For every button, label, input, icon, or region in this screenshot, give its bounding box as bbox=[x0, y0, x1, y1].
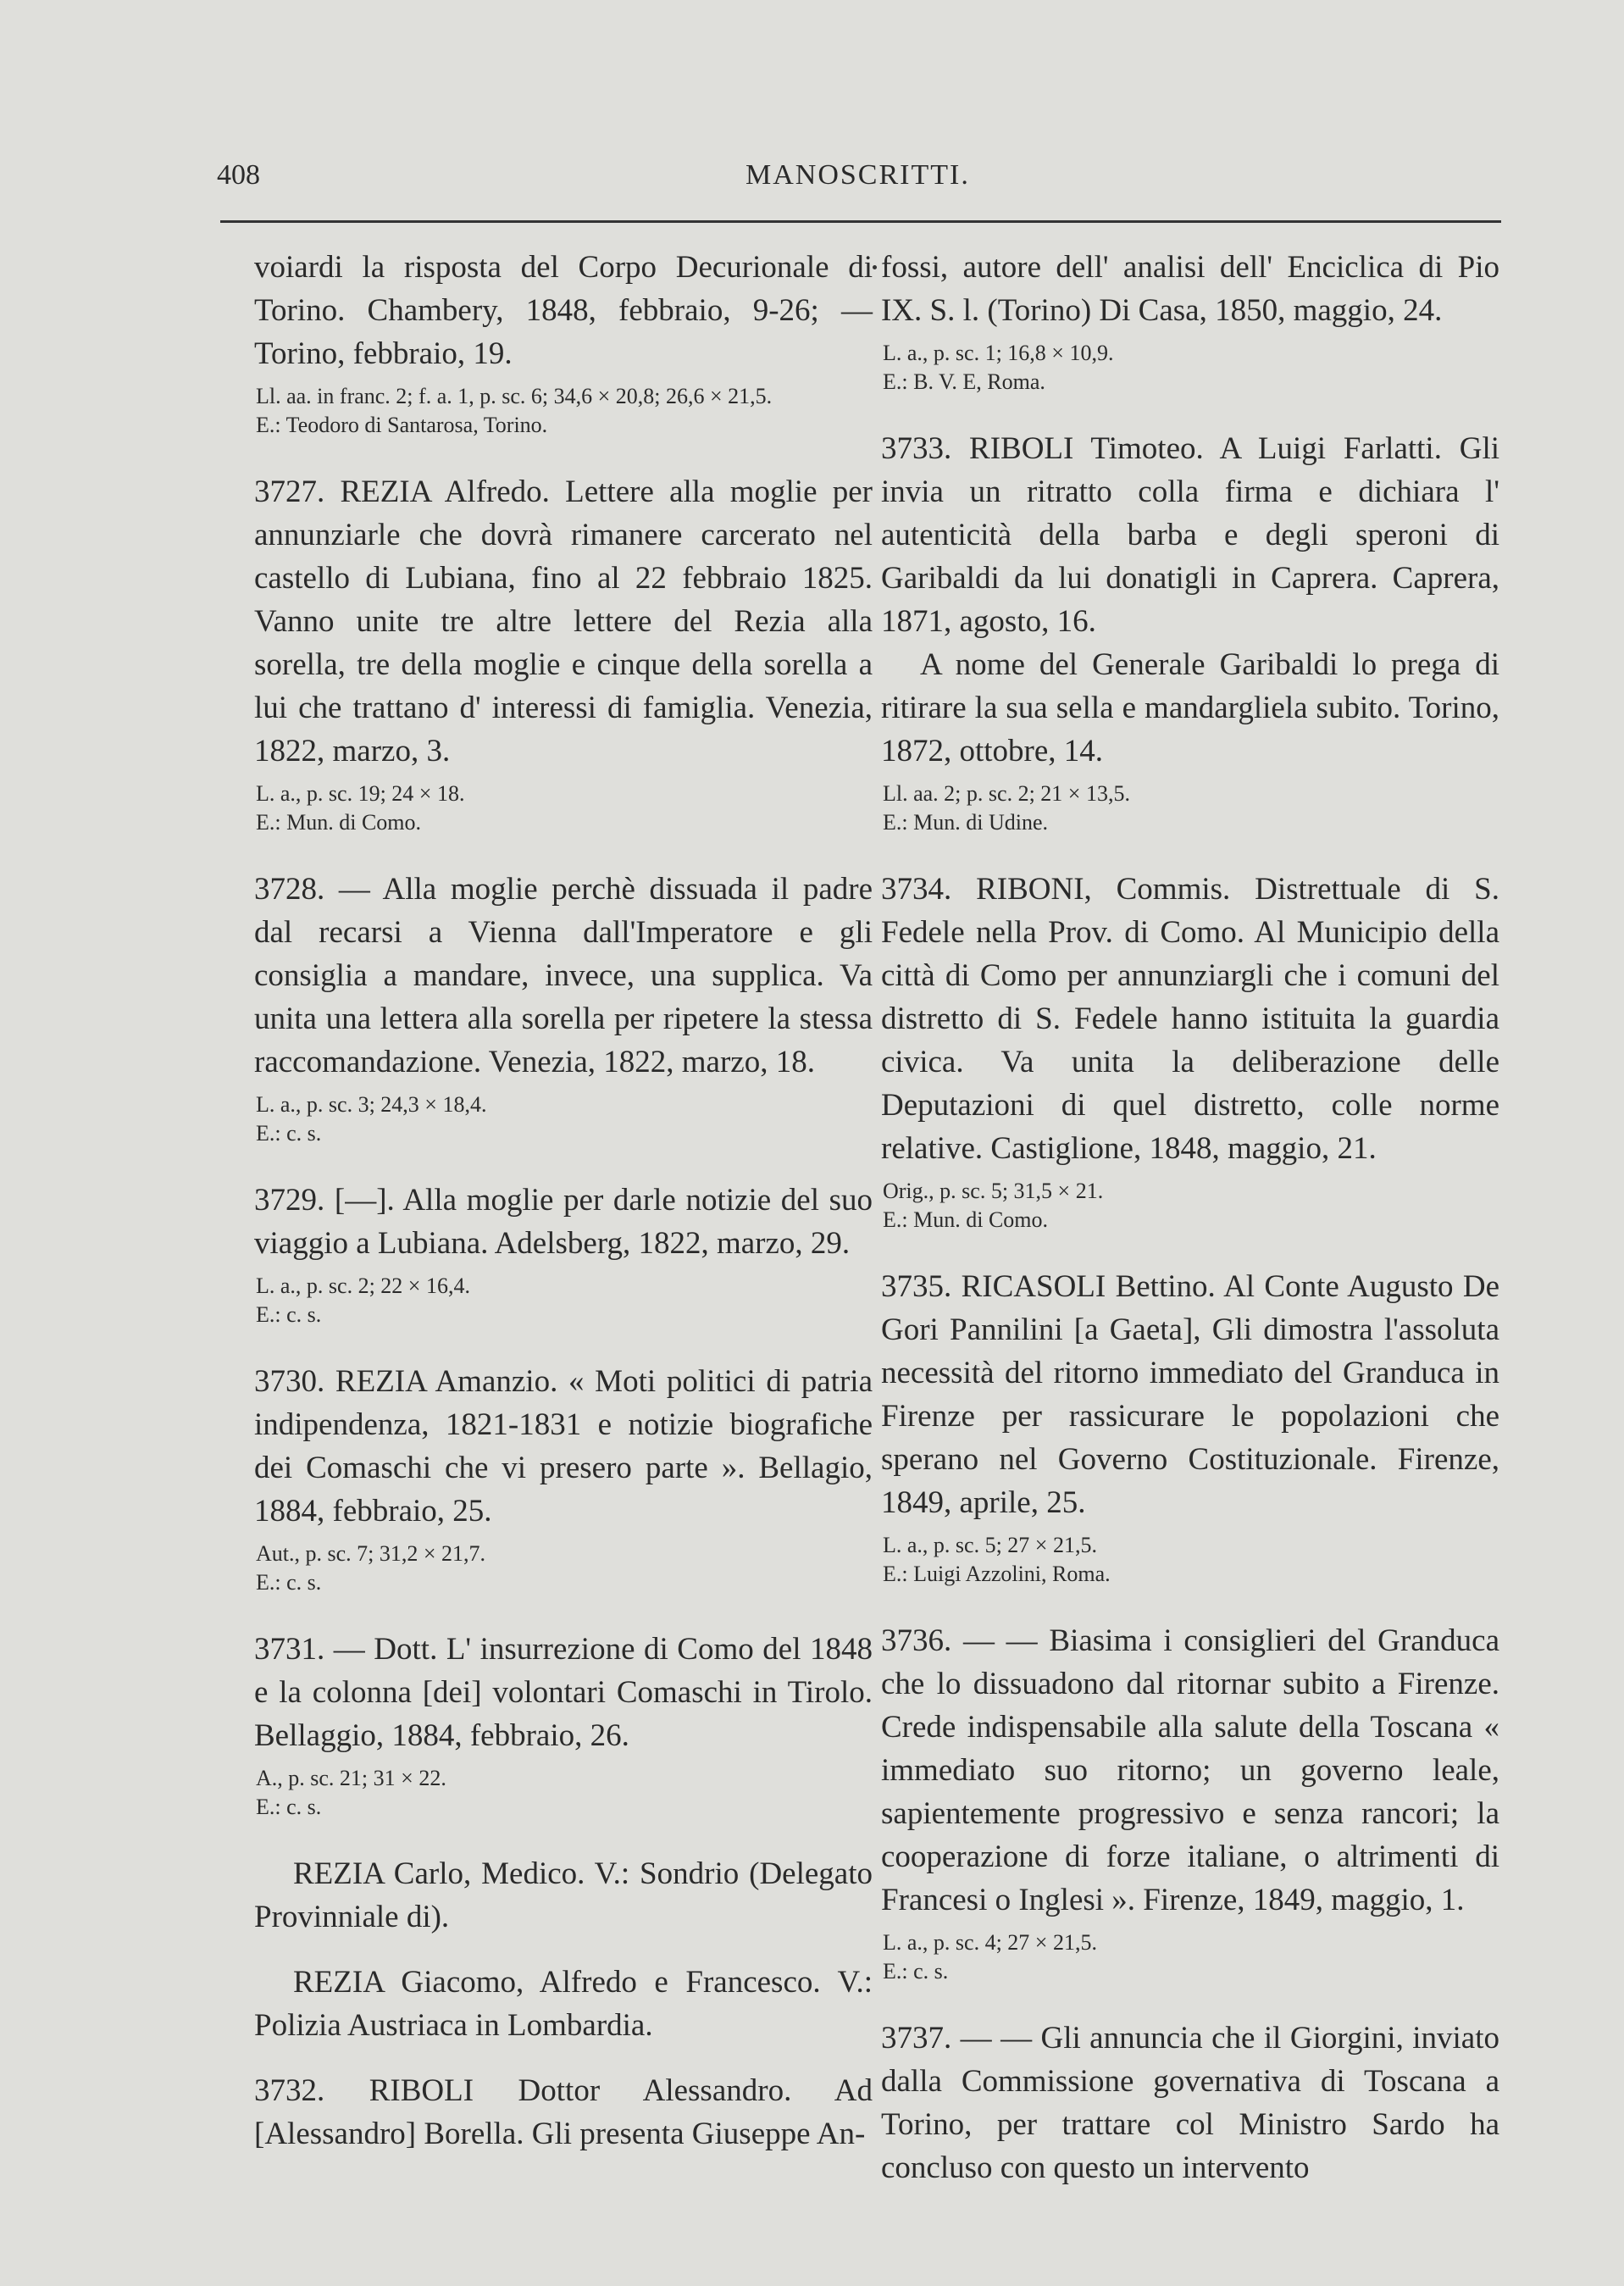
entry-text: 3735. RICASOLI Bettino. Al Conte Augusto De Gori Pannilini [a Gaeta], Gli dimostra l'assoluta necessità del ritorno immediato del Granduca in Firenze per rassicurare le popolazioni che sperano nel Governo Costituzionale. Firenze, 1849, aprile, 25. bbox=[881, 1269, 1499, 1520]
entry-owner: E.: Mun. di Como. bbox=[256, 810, 422, 835]
entry-text: 3734. RIBONI, Commis. Distrettuale di S. Fedele nella Prov. di Como. Al Municipio della città di Como per annunziargli che i comuni del distretto di S. Fedele hanno istituita la guardia civica. Va unita la deliberazione delle Deputazioni di quel distretto, colle norme relative. Castiglione, 1848, maggio, 21. bbox=[881, 872, 1499, 1166]
page-header bbox=[0, 159, 1624, 202]
entry-description: L. a., p. sc. 2; 22 × 16,4. bbox=[256, 1273, 470, 1298]
entry-3733 bbox=[881, 427, 1499, 837]
entry-text: 3730. REZIA Amanzio. « Moti politici di patria indipendenza, 1821-1831 e notizie biografiche dei Comaschi che vi presero parte ». Bellagio, 1884, febbraio, 25. bbox=[254, 1364, 873, 1529]
entry-text: voiardi la risposta del Corpo Decurionale di Torino. Chambery, 1848, febbraio, 9-26; — Torino, febbraio, 19. bbox=[254, 250, 873, 371]
entry-owner: E.: Mun. di Como. bbox=[883, 1207, 1049, 1232]
entry-owner: E.: c. s. bbox=[256, 1795, 322, 1819]
entry-description: A., p. sc. 21; 31 × 22. bbox=[256, 1766, 446, 1790]
entry-text: 3736. — — Biasima i consiglieri del Granduca che lo dissuadono dal ritornar subito a Firenze. Crede indispensabile alla salute della Toscana « immediato suo ritorno; un governo leale, sapientemente progressivo e senza rancori; la cooperazione di forze italiane, o altrimenti di Francesi o Inglesi ». Firenze, 1849, maggio, 1. bbox=[881, 1623, 1499, 1917]
entry-owner: E.: Teodoro di Santarosa, Torino. bbox=[256, 413, 548, 437]
entry-3728 bbox=[254, 868, 873, 1148]
cross-reference: REZIA Carlo, Medico. V.: Sondrio (Delegato Provinniale di). bbox=[254, 1856, 873, 1934]
entry-3737: 3737. — — Gli annuncia che il Giorgini, inviato dalla Commissione governativa di Toscana a Torino, per trattare col Ministro Sardo ha concluso con questo un intervento bbox=[881, 2021, 1499, 2185]
entry-owner: E.: c. s. bbox=[256, 1570, 322, 1595]
cross-reference: REZIA Giacomo, Alfredo e Francesco. V.: Polizia Austriaca in Lombardia. bbox=[254, 1965, 873, 2043]
entry-owner: E.: Mun. di Udine. bbox=[883, 810, 1048, 835]
entry-description: L. a., p. sc. 5; 27 × 21,5. bbox=[883, 1533, 1097, 1557]
entry-owner: E.: c. s. bbox=[883, 1959, 949, 1984]
entry-text: 3733. RIBOLI Timoteo. A Luigi Farlatti. Gli invia un ritratto colla firma e dichiara l' autenticità della barba e degli speroni di Garibaldi da lui donatigli in Caprera. Caprera, 1871, agosto, 16. bbox=[881, 431, 1499, 639]
entry-description: L. a., p. sc. 4; 27 × 21,5. bbox=[883, 1930, 1097, 1955]
entry-description: L. a., p. sc. 19; 24 × 18. bbox=[256, 781, 465, 806]
entry-text-continued: A nome del Generale Garibaldi lo prega di ritirare la sua sella e mandargliela subito. Torino, 1872, ottobre, 14. bbox=[881, 647, 1499, 768]
entry-3730 bbox=[254, 1360, 873, 1597]
entry-owner: E.: Luigi Azzolini, Roma. bbox=[883, 1562, 1111, 1586]
entry-3731 bbox=[254, 1628, 873, 1822]
entry-description: Orig., p. sc. 5; 31,5 × 21. bbox=[883, 1179, 1104, 1203]
running-title: MANOSCRITTI. bbox=[745, 159, 970, 191]
entry-3732: 3732. RIBOLI Dottor Alessandro. Ad [Alessandro] Borella. Gli presenta Giuseppe An- bbox=[254, 2073, 873, 2151]
entry-owner: E.: c. s. bbox=[256, 1121, 322, 1146]
entry-3736 bbox=[881, 1619, 1499, 1986]
page-number: 408 bbox=[217, 159, 260, 191]
entry-text: 3727. REZIA Alfredo. Lettere alla moglie per annunziarle che dovrà rimanere carcerato nel castello di Lubiana, fino al 22 febbraio 1825. Vanno unite tre altre lettere del Rezia alla sorella, tre della moglie e cinque della sorella a lui che trattano d' interessi di famiglia. Venezia, 1822, marzo, 3. bbox=[254, 474, 873, 768]
entry-description: L. a., p. sc. 1; 16,8 × 10,9. bbox=[883, 341, 1114, 365]
entry-text: fossi, autore dell' analisi dell' Enciclica di Pio IX. S. l. (Torino) Di Casa, 1850, maggio, 24. bbox=[881, 250, 1499, 328]
entry-owner: E.: B. V. E, Roma. bbox=[883, 369, 1045, 394]
margin-mark bbox=[873, 265, 877, 269]
entry-continued bbox=[881, 246, 1499, 397]
entry-3729 bbox=[254, 1179, 873, 1329]
entry-description: L. a., p. sc. 3; 24,3 × 18,4. bbox=[256, 1092, 487, 1117]
entry-text: 3731. — Dott. L' insurrezione di Como del 1848 e la colonna [dei] volontari Comaschi in Tirolo. Bellaggio, 1884, febbraio, 26. bbox=[254, 1632, 873, 1753]
entry-description: Ll. aa. 2; p. sc. 2; 21 × 13,5. bbox=[883, 781, 1130, 806]
header-rule bbox=[220, 220, 1501, 223]
entry-description: Ll. aa. in franc. 2; f. a. 1, p. sc. 6; 34,6 × 20,8; 26,6 × 21,5. bbox=[256, 384, 773, 408]
entry-text: 3729. [—]. Alla moglie per darle notizie del suo viaggio a Lubiana. Adelsberg, 1822, marzo, 29. bbox=[254, 1183, 873, 1261]
entry-text: 3728. — Alla moglie perchè dissuada il padre dal recarsi a Vienna dall'Imperatore e gli consiglia a mandare, invece, una supplica. Va unita una lettera alla sorella per ripetere la stessa raccomandazione. Venezia, 1822, marzo, 18. bbox=[254, 872, 873, 1079]
entry-3735 bbox=[881, 1265, 1499, 1589]
entry-owner: E.: c. s. bbox=[256, 1302, 322, 1327]
entry-3727 bbox=[254, 470, 873, 837]
entry-continued bbox=[254, 246, 873, 440]
left-column bbox=[254, 246, 873, 2156]
entry-description: Aut., p. sc. 7; 31,2 × 21,7. bbox=[256, 1541, 486, 1566]
right-column bbox=[881, 246, 1499, 2189]
entry-3734 bbox=[881, 868, 1499, 1235]
